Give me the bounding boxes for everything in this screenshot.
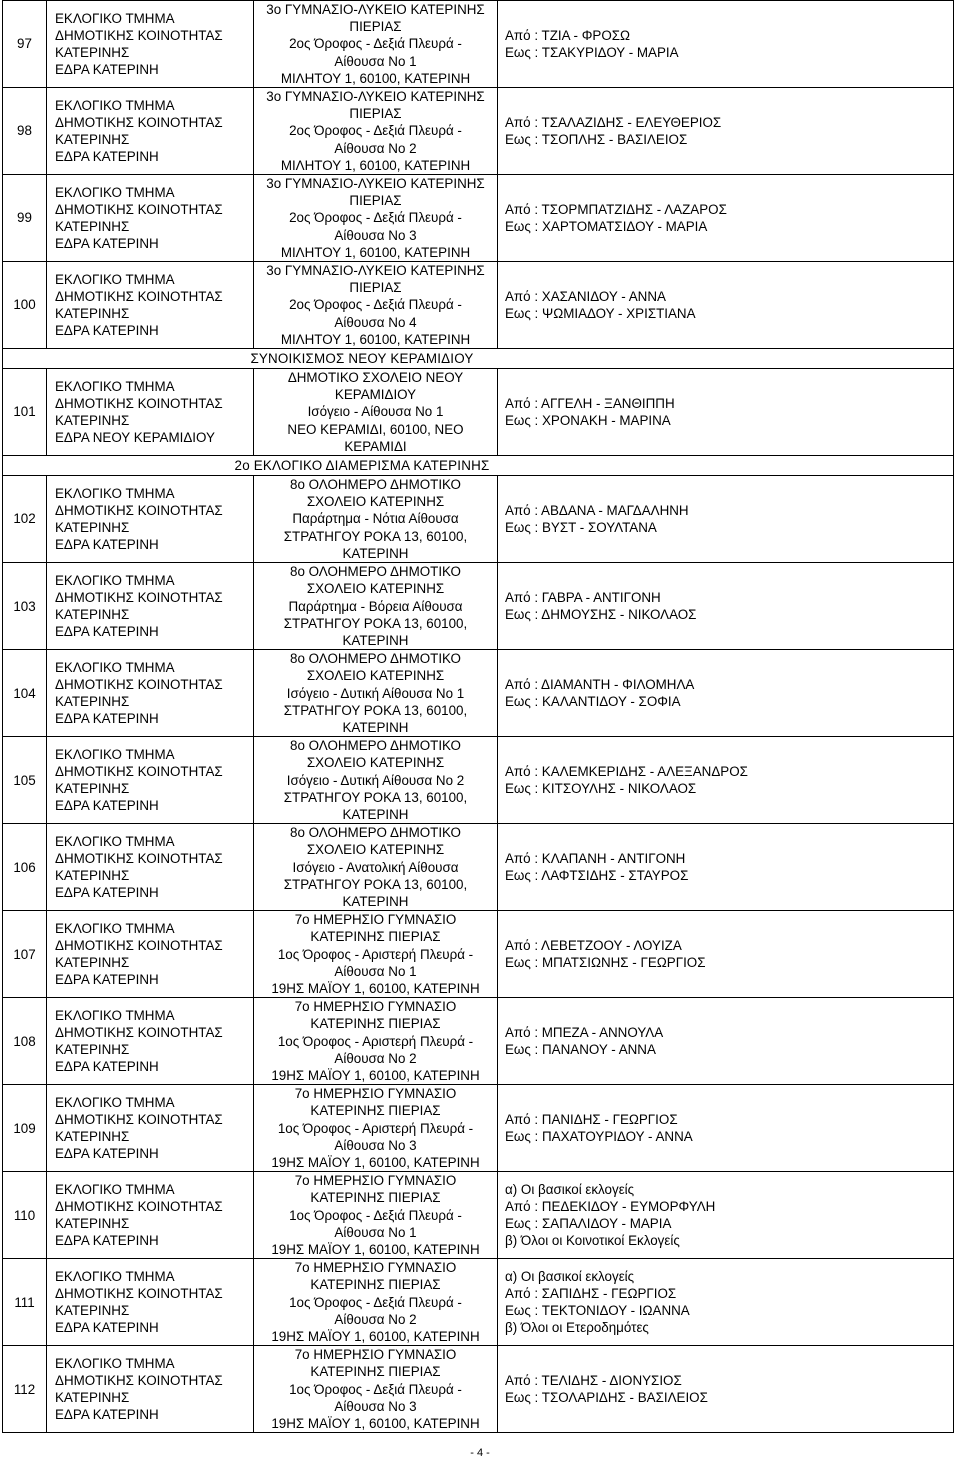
- location-line: 7ο ΗΜΕΡΗΣΙΟ ΓΥΜΝΑΣΙΟ: [294, 1173, 457, 1189]
- table-row: [3, 1259, 954, 1346]
- location-line: 2ος Όροφος - Δεξιά Πλευρά -: [289, 297, 462, 313]
- location-line: Αίθουσα Νο 2: [334, 1050, 417, 1066]
- section-line: ΕΚΛΟΓΙΚΟ ΤΜΗΜΑ: [55, 833, 175, 849]
- section-line: ΕΔΡΑ ΚΑΤΕΡΙΝΗ: [55, 1407, 159, 1423]
- range-line: Εως : ΧΑΡΤΟΜΑΤΣΙΔΟΥ - ΜΑΡΙΑ: [505, 219, 708, 235]
- range-line: Εως : ΚΙΤΣΟΥΛΗΣ - ΝΙΚΟΛΑΟΣ: [505, 781, 697, 797]
- range-line: Εως : ΤΣΟΠΛΗΣ - ΒΑΣΙΛΕΙΟΣ: [505, 132, 688, 148]
- range-line: Από : ΚΑΛΕΜΚΕΡΙΔΗΣ - ΑΛΕΞΑΝΔΡΟΣ: [505, 763, 748, 779]
- range-cell: [498, 175, 954, 262]
- range-cell: [498, 998, 954, 1085]
- range-line: Εως : ΤΣΟΛΑΡΙΔΗΣ - ΒΑΣΙΛΕΙΟΣ: [505, 1390, 708, 1406]
- station-number: 102: [3, 476, 47, 563]
- table-row: [3, 824, 954, 911]
- section-line: ΚΑΤΕΡΙΝΗΣ: [55, 413, 130, 429]
- section-cell: [47, 650, 254, 737]
- location-line: 1ος Όροφος - Αριστερή Πλευρά -: [277, 1033, 474, 1049]
- location-line: 2ος Όροφος - Δεξιά Πλευρά -: [289, 123, 462, 139]
- station-number: 104: [3, 650, 47, 737]
- range-line: Από : ΜΠΕΖΑ - ΑΝΝΟΥΛΑ: [505, 1024, 664, 1040]
- station-number: 100: [3, 262, 47, 349]
- range-line: Εως : ΧΡΟΝΑΚΗ - ΜΑΡΙΝΑ: [505, 413, 671, 429]
- location-line: Ισόγειο - Δυτική Αίθουσα Νο 2: [286, 772, 465, 788]
- location-line: ΚΑΤΕΡΙΝΗ: [342, 545, 409, 561]
- range-line: Εως : ΨΩΜΙΑΔΟΥ - ΧΡΙΣΤΙΑΝΑ: [505, 306, 696, 322]
- location-line: Ισόγειο - Δυτική Αίθουσα Νο 1: [286, 685, 465, 701]
- range-line: Από : ΤΣΑΛΑΖΙΔΗΣ - ΕΛΕΥΘΕΡΙΟΣ: [505, 114, 722, 130]
- section-line: ΕΔΡΑ ΚΑΤΕΡΙΝΗ: [55, 1146, 159, 1162]
- section-line: ΕΔΡΑ ΝΕΟΥ ΚΕΡΑΜΙΔΙΟΥ: [55, 430, 215, 446]
- section-line: ΕΔΡΑ ΚΑΤΕΡΙΝΗ: [55, 1233, 159, 1249]
- range-line: α) Οι βασικοί εκλογείς: [505, 1181, 635, 1197]
- location-line: Αίθουσα Νο 3: [334, 1137, 417, 1153]
- location-line: ΣΤΡΑΤΗΓΟΥ ΡΟΚΑ 13, 60100,: [283, 528, 468, 544]
- location-line: 7ο ΗΜΕΡΗΣΙΟ ΓΥΜΝΑΣΙΟ: [294, 912, 457, 928]
- station-number: 101: [3, 369, 47, 456]
- location-line: ΣΤΡΑΤΗΓΟΥ ΡΟΚΑ 13, 60100,: [283, 876, 468, 892]
- polling-stations-table: [2, 0, 954, 1433]
- range-line: Εως : ΠΑΧΑΤΟΥΡΙΔΟΥ - ΑΝΝΑ: [505, 1129, 693, 1145]
- section-line: ΕΚΛΟΓΙΚΟ ΤΜΗΜΑ: [55, 184, 175, 200]
- location-line: ΚΑΤΕΡΙΝΗΣ ΠΙΕΡΙΑΣ: [310, 1277, 441, 1293]
- section-line: ΚΑΤΕΡΙΝΗΣ: [55, 694, 130, 710]
- section-cell: [47, 476, 254, 563]
- location-line: ΜΙΛΗΤΟΥ 1, 60100, ΚΑΤΕΡΙΝΗ: [280, 244, 471, 260]
- section-line: ΕΚΛΟΓΙΚΟ ΤΜΗΜΑ: [55, 1007, 175, 1023]
- location-line: Αίθουσα Νο 1: [334, 53, 417, 69]
- section-line: ΚΑΤΕΡΙΝΗΣ: [55, 1129, 130, 1145]
- section-line: ΕΚΛΟΓΙΚΟ ΤΜΗΜΑ: [55, 1181, 175, 1197]
- location-cell: [254, 175, 498, 262]
- range-line: Από : ΠΑΝΙΔΗΣ - ΓΕΩΡΓΙΟΣ: [505, 1111, 678, 1127]
- section-line: ΔΗΜΟΤΙΚΗΣ ΚΟΙΝΟΤΗΤΑΣ: [55, 1111, 223, 1127]
- section-heading: [3, 456, 954, 476]
- section-line: ΕΚΛΟΓΙΚΟ ΤΜΗΜΑ: [55, 1094, 175, 1110]
- table-row: [3, 650, 954, 737]
- section-line: ΕΚΛΟΓΙΚΟ ΤΜΗΜΑ: [55, 1355, 175, 1371]
- section-line: ΕΚΛΟΓΙΚΟ ΤΜΗΜΑ: [55, 97, 175, 113]
- location-line: 7ο ΗΜΕΡΗΣΙΟ ΓΥΜΝΑΣΙΟ: [294, 1260, 457, 1276]
- range-cell: [498, 1259, 954, 1346]
- location-line: 1ος Όροφος - Αριστερή Πλευρά -: [277, 946, 474, 962]
- table-row: [3, 175, 954, 262]
- section-line: ΔΗΜΟΤΙΚΗΣ ΚΟΙΝΟΤΗΤΑΣ: [55, 676, 223, 692]
- table-row: [3, 1085, 954, 1172]
- section-line: ΔΗΜΟΤΙΚΗΣ ΚΟΙΝΟΤΗΤΑΣ: [55, 589, 223, 605]
- station-number: 106: [3, 824, 47, 911]
- station-number: 110: [3, 1172, 47, 1259]
- section-cell: [47, 369, 254, 456]
- section-cell: [47, 563, 254, 650]
- section-line: ΕΚΛΟΓΙΚΟ ΤΜΗΜΑ: [55, 10, 175, 26]
- table-row: [3, 476, 954, 563]
- table-row: [3, 563, 954, 650]
- station-number: 103: [3, 563, 47, 650]
- location-line: ΣΤΡΑΤΗΓΟΥ ΡΟΚΑ 13, 60100,: [283, 702, 468, 718]
- location-line: 19ΗΣ ΜΑΪΟΥ 1, 60100, ΚΑΤΕΡΙΝΗ: [271, 1416, 480, 1432]
- range-cell: [498, 1172, 954, 1259]
- range-cell: [498, 369, 954, 456]
- location-line: ΚΑΤΕΡΙΝΗ: [342, 806, 409, 822]
- location-line: 3ο ΓΥΜΝΑΣΙΟ-ΛΥΚΕΙΟ ΚΑΤΕΡΙΝΗΣ: [266, 89, 485, 105]
- location-line: Αίθουσα Νο 2: [334, 1311, 417, 1327]
- range-line: Εως : ΜΠΑΤΣΙΩΝΗΣ - ΓΕΩΡΓΙΟΣ: [505, 955, 706, 971]
- location-line: Αίθουσα Νο 2: [334, 140, 417, 156]
- section-line: ΚΑΤΕΡΙΝΗΣ: [55, 520, 130, 536]
- section-line: ΚΑΤΕΡΙΝΗΣ: [55, 45, 130, 60]
- section-heading-text: 2ο ΕΚΛΟΓΙΚΟ ΔΙΑΜΕΡΙΣΜΑ ΚΑΤΕΡΙΝΗΣ: [234, 457, 490, 473]
- location-line: 8ο ΟΛΟΗΜΕΡΟ ΔΗΜΟΤΙΚΟ: [290, 651, 461, 667]
- section-line: ΔΗΜΟΤΙΚΗΣ ΚΟΙΝΟΤΗΤΑΣ: [55, 27, 223, 43]
- range-line: Από : ΠΕΔΕΚΙΔΟΥ - ΕΥΜΟΡΦΥΛΗ: [505, 1199, 716, 1214]
- range-cell: [498, 911, 954, 998]
- section-cell: [47, 824, 254, 911]
- location-line: ΜΙΛΗΤΟΥ 1, 60100, ΚΑΤΕΡΙΝΗ: [280, 157, 471, 173]
- section-line: ΕΔΡΑ ΚΑΤΕΡΙΝΗ: [55, 323, 159, 339]
- section-heading-row: [3, 456, 954, 476]
- section-line: ΕΚΛΟΓΙΚΟ ΤΜΗΜΑ: [55, 378, 175, 394]
- station-number: 111: [3, 1259, 47, 1346]
- section-line: ΚΑΤΕΡΙΝΗΣ: [55, 781, 130, 797]
- section-line: ΕΚΛΟΓΙΚΟ ΤΜΗΜΑ: [55, 485, 175, 501]
- range-line: Από : ΤΕΛΙΔΗΣ - ΔΙΟΝΥΣΙΟΣ: [505, 1373, 682, 1389]
- range-line: Εως : ΤΕΚΤΟΝΙΔΟΥ - ΙΩΑΝΝΑ: [505, 1303, 690, 1319]
- location-line: Αίθουσα Νο 3: [334, 227, 417, 243]
- location-cell: [254, 998, 498, 1085]
- location-line: Ισόγειο - Αίθουσα Νο 1: [307, 404, 444, 420]
- location-line: ΚΑΤΕΡΙΝΗ: [342, 893, 409, 909]
- section-line: ΕΔΡΑ ΚΑΤΕΡΙΝΗ: [55, 1059, 159, 1075]
- station-number: 98: [3, 88, 47, 175]
- location-line: 8ο ΟΛΟΗΜΕΡΟ ΔΗΜΟΤΙΚΟ: [290, 477, 461, 493]
- section-line: ΚΑΤΕΡΙΝΗΣ: [55, 868, 130, 884]
- section-line: ΚΑΤΕΡΙΝΗΣ: [55, 1303, 130, 1319]
- location-cell: [254, 88, 498, 175]
- section-cell: [47, 1, 254, 88]
- table-row: [3, 911, 954, 998]
- range-cell: [498, 1, 954, 88]
- location-cell: [254, 1, 498, 88]
- table-row: [3, 998, 954, 1085]
- range-cell: [498, 88, 954, 175]
- station-number: 99: [3, 175, 47, 262]
- section-line: ΕΚΛΟΓΙΚΟ ΤΜΗΜΑ: [55, 659, 175, 675]
- location-line: ΣΧΟΛΕΙΟ ΚΑΤΕΡΙΝΗΣ: [306, 842, 445, 858]
- range-line: Από : ΣΑΠΙΔΗΣ - ΓΕΩΡΓΙΟΣ: [505, 1286, 677, 1302]
- range-line: Εως : ΤΣΑΚΥΡΙΔΟΥ - ΜΑΡΙΑ: [505, 45, 679, 60]
- station-number: 109: [3, 1085, 47, 1172]
- station-number: 97: [3, 1, 47, 88]
- table-row: [3, 1172, 954, 1259]
- table-row: [3, 262, 954, 349]
- location-line: ΣΤΡΑΤΗΓΟΥ ΡΟΚΑ 13, 60100,: [283, 615, 468, 631]
- location-line: 2ος Όροφος - Δεξιά Πλευρά -: [289, 210, 462, 226]
- location-cell: [254, 650, 498, 737]
- location-line: ΣΤΡΑΤΗΓΟΥ ΡΟΚΑ 13, 60100,: [283, 789, 468, 805]
- location-line: 7ο ΗΜΕΡΗΣΙΟ ΓΥΜΝΑΣΙΟ: [294, 999, 457, 1015]
- section-line: ΕΔΡΑ ΚΑΤΕΡΙΝΗ: [55, 972, 159, 988]
- range-line: Από : ΧΑΣΑΝΙΔΟΥ - ΑΝΝΑ: [505, 288, 666, 304]
- location-line: 3ο ΓΥΜΝΑΣΙΟ-ΛΥΚΕΙΟ ΚΑΤΕΡΙΝΗΣ: [266, 2, 485, 17]
- location-line: 1ος Όροφος - Δεξιά Πλευρά -: [289, 1381, 462, 1397]
- section-heading-row: [3, 349, 954, 369]
- station-number: 107: [3, 911, 47, 998]
- section-line: ΕΚΛΟΓΙΚΟ ΤΜΗΜΑ: [55, 746, 175, 762]
- section-cell: [47, 1172, 254, 1259]
- section-line: ΕΚΛΟΓΙΚΟ ΤΜΗΜΑ: [55, 271, 175, 287]
- section-line: ΔΗΜΟΤΙΚΗΣ ΚΟΙΝΟΤΗΤΑΣ: [55, 1286, 223, 1302]
- range-line: Εως : ΒΥΣΤ - ΣΟΥΛΤΑΝΑ: [505, 520, 657, 536]
- section-line: ΚΑΤΕΡΙΝΗΣ: [55, 1042, 130, 1058]
- location-line: ΣΧΟΛΕΙΟ ΚΑΤΕΡΙΝΗΣ: [306, 494, 445, 510]
- location-line: ΠΙΕΡΙΑΣ: [349, 19, 402, 35]
- location-line: 1ος Όροφος - Δεξιά Πλευρά -: [289, 1294, 462, 1310]
- range-line: Εως : ΛΑΦΤΣΙΔΗΣ - ΣΤΑΥΡΟΣ: [505, 868, 689, 884]
- location-line: 2ος Όροφος - Δεξιά Πλευρά -: [289, 36, 462, 52]
- section-cell: [47, 998, 254, 1085]
- location-line: 19ΗΣ ΜΑΪΟΥ 1, 60100, ΚΑΤΕΡΙΝΗ: [271, 1067, 480, 1083]
- section-line: ΚΑΤΕΡΙΝΗΣ: [55, 1390, 130, 1406]
- location-line: ΜΙΛΗΤΟΥ 1, 60100, ΚΑΤΕΡΙΝΗ: [280, 331, 471, 347]
- range-line: α) Οι βασικοί εκλογείς: [505, 1268, 635, 1284]
- location-cell: [254, 824, 498, 911]
- section-line: ΔΗΜΟΤΙΚΗΣ ΚΟΙΝΟΤΗΤΑΣ: [55, 502, 223, 518]
- location-line: ΚΑΤΕΡΙΝΗΣ ΠΙΕΡΙΑΣ: [310, 1016, 441, 1032]
- range-line: β) Όλοι οι Ετεροδημότες: [505, 1320, 649, 1336]
- section-cell: [47, 175, 254, 262]
- section-line: ΕΔΡΑ ΚΑΤΕΡΙΝΗ: [55, 711, 159, 727]
- section-line: ΕΔΡΑ ΚΑΤΕΡΙΝΗ: [55, 149, 159, 165]
- section-line: ΚΑΤΕΡΙΝΗΣ: [55, 306, 130, 322]
- location-line: ΚΕΡΑΜΙΔΙ: [344, 438, 407, 454]
- range-line: Από : ΑΒΔΑΝΑ - ΜΑΓΔΑΛΗΝΗ: [505, 502, 689, 518]
- section-line: ΔΗΜΟΤΙΚΗΣ ΚΟΙΝΟΤΗΤΑΣ: [55, 1024, 223, 1040]
- section-line: ΚΑΤΕΡΙΝΗΣ: [55, 607, 130, 623]
- location-line: Αίθουσα Νο 1: [334, 1224, 417, 1240]
- range-line: Από : ΚΛΑΠΑΝΗ - ΑΝΤΙΓΟΝΗ: [505, 850, 686, 866]
- section-line: ΔΗΜΟΤΙΚΗΣ ΚΟΙΝΟΤΗΤΑΣ: [55, 1199, 223, 1214]
- table-body: [3, 1, 954, 1433]
- location-cell: [254, 911, 498, 998]
- section-line: ΔΗΜΟΤΙΚΗΣ ΚΟΙΝΟΤΗΤΑΣ: [55, 395, 223, 411]
- location-line: Αίθουσα Νο 1: [334, 963, 417, 979]
- range-line: β) Όλοι οι Κοινοτικοί Εκλογείς: [505, 1233, 680, 1249]
- location-line: 8ο ΟΛΟΗΜΕΡΟ ΔΗΜΟΤΙΚΟ: [290, 564, 461, 580]
- section-line: ΔΗΜΟΤΙΚΗΣ ΚΟΙΝΟΤΗΤΑΣ: [55, 288, 223, 304]
- location-line: Παράρτημα - Βόρεια Αίθουσα: [288, 598, 463, 614]
- location-line: 8ο ΟΛΟΗΜΕΡΟ ΔΗΜΟΤΙΚΟ: [290, 738, 461, 754]
- section-heading: [3, 349, 954, 369]
- location-line: 19ΗΣ ΜΑΪΟΥ 1, 60100, ΚΑΤΕΡΙΝΗ: [271, 980, 480, 996]
- table-row: [3, 88, 954, 175]
- location-line: Αίθουσα Νο 3: [334, 1398, 417, 1414]
- location-line: 1ος Όροφος - Δεξιά Πλευρά -: [289, 1207, 462, 1223]
- table-row: [3, 1, 954, 88]
- section-cell: [47, 1259, 254, 1346]
- range-line: Από : ΑΓΓΕΛΗ - ΞΑΝΘΙΠΠΗ: [505, 395, 675, 411]
- section-line: ΔΗΜΟΤΙΚΗΣ ΚΟΙΝΟΤΗΤΑΣ: [55, 850, 223, 866]
- station-number: 105: [3, 737, 47, 824]
- range-line: Από : ΓΑΒΡΑ - ΑΝΤΙΓΟΝΗ: [505, 589, 661, 605]
- location-line: ΚΑΤΕΡΙΝΗΣ ΠΙΕΡΙΑΣ: [310, 929, 441, 945]
- location-line: ΣΧΟΛΕΙΟ ΚΑΤΕΡΙΝΗΣ: [306, 668, 445, 684]
- location-cell: [254, 1172, 498, 1259]
- table-row: [3, 369, 954, 456]
- section-line: ΕΔΡΑ ΚΑΤΕΡΙΝΗ: [55, 537, 159, 553]
- location-line: Παράρτημα - Νότια Αίθουσα: [292, 511, 459, 527]
- section-line: ΕΚΛΟΓΙΚΟ ΤΜΗΜΑ: [55, 920, 175, 936]
- range-cell: [498, 476, 954, 563]
- section-line: ΕΔΡΑ ΚΑΤΕΡΙΝΗ: [55, 236, 159, 252]
- range-line: Εως : ΚΑΛΑΝΤΙΔΟΥ - ΣΟΦΙΑ: [505, 694, 681, 710]
- station-number: 108: [3, 998, 47, 1085]
- range-cell: [498, 650, 954, 737]
- section-heading-text: ΣΥΝΟΙΚΙΣΜΟΣ ΝΕΟΥ ΚΕΡΑΜΙΔΙΟΥ: [250, 350, 474, 366]
- location-line: 7ο ΗΜΕΡΗΣΙΟ ΓΥΜΝΑΣΙΟ: [294, 1347, 457, 1363]
- location-cell: [254, 476, 498, 563]
- range-line: Από : ΛΕΒΕΤΖΟΟΥ - ΛΟΥΙΖΑ: [505, 937, 682, 953]
- section-line: ΔΗΜΟΤΙΚΗΣ ΚΟΙΝΟΤΗΤΑΣ: [55, 1373, 223, 1389]
- section-line: ΚΑΤΕΡΙΝΗΣ: [55, 1216, 130, 1232]
- location-line: 1ος Όροφος - Αριστερή Πλευρά -: [277, 1120, 474, 1136]
- section-line: ΔΗΜΟΤΙΚΗΣ ΚΟΙΝΟΤΗΤΑΣ: [55, 114, 223, 130]
- location-line: ΚΑΤΕΡΙΝΗΣ ΠΙΕΡΙΑΣ: [310, 1190, 441, 1206]
- range-line: Εως : ΣΑΠΑΛΙΔΟΥ - ΜΑΡΙΑ: [505, 1216, 672, 1232]
- section-line: ΔΗΜΟΤΙΚΗΣ ΚΟΙΝΟΤΗΤΑΣ: [55, 763, 223, 779]
- range-cell: [498, 262, 954, 349]
- section-line: ΕΔΡΑ ΚΑΤΕΡΙΝΗ: [55, 1320, 159, 1336]
- location-cell: [254, 563, 498, 650]
- location-cell: [254, 1085, 498, 1172]
- location-line: 19ΗΣ ΜΑΪΟΥ 1, 60100, ΚΑΤΕΡΙΝΗ: [271, 1155, 480, 1170]
- section-line: ΕΔΡΑ ΚΑΤΕΡΙΝΗ: [55, 798, 159, 814]
- location-line: Αίθουσα Νο 4: [334, 314, 417, 330]
- section-line: ΕΔΡΑ ΚΑΤΕΡΙΝΗ: [55, 624, 159, 640]
- page-number: - 4 -: [470, 1447, 490, 1459]
- range-line: Από : ΤΣΟΡΜΠΑΤΖΙΔΗΣ - ΛΑΖΑΡΟΣ: [505, 201, 727, 217]
- range-line: Εως : ΠΑΝΑΝΟΥ - ΑΝΝΑ: [505, 1042, 656, 1058]
- location-cell: [254, 262, 498, 349]
- location-cell: [254, 737, 498, 824]
- location-line: 7ο ΗΜΕΡΗΣΙΟ ΓΥΜΝΑΣΙΟ: [294, 1086, 457, 1102]
- location-line: 3ο ΓΥΜΝΑΣΙΟ-ΛΥΚΕΙΟ ΚΑΤΕΡΙΝΗΣ: [266, 263, 485, 279]
- location-line: ΠΙΕΡΙΑΣ: [349, 280, 402, 296]
- section-cell: [47, 88, 254, 175]
- location-line: ΚΑΤΕΡΙΝΗΣ ΠΙΕΡΙΑΣ: [310, 1364, 441, 1380]
- location-line: ΣΧΟΛΕΙΟ ΚΑΤΕΡΙΝΗΣ: [306, 581, 445, 597]
- section-line: ΕΔΡΑ ΚΑΤΕΡΙΝΗ: [55, 62, 159, 78]
- location-line: 19ΗΣ ΜΑΪΟΥ 1, 60100, ΚΑΤΕΡΙΝΗ: [271, 1329, 480, 1345]
- location-line: ΚΑΤΕΡΙΝΗΣ ΠΙΕΡΙΑΣ: [310, 1103, 441, 1119]
- location-line: ΣΧΟΛΕΙΟ ΚΑΤΕΡΙΝΗΣ: [306, 755, 445, 771]
- table-row: [3, 737, 954, 824]
- section-line: ΕΚΛΟΓΙΚΟ ΤΜΗΜΑ: [55, 1268, 175, 1284]
- location-line: ΚΑΤΕΡΙΝΗ: [342, 632, 409, 648]
- section-line: ΕΔΡΑ ΚΑΤΕΡΙΝΗ: [55, 885, 159, 901]
- range-line: Εως : ΔΗΜΟΥΣΗΣ - ΝΙΚΟΛΑΟΣ: [505, 607, 697, 623]
- location-line: ΝΕΟ ΚΕΡΑΜΙΔΙ, 60100, ΝΕΟ: [287, 421, 464, 437]
- range-cell: [498, 563, 954, 650]
- section-cell: [47, 1085, 254, 1172]
- table-row: [3, 1346, 954, 1433]
- location-line: ΠΙΕΡΙΑΣ: [349, 106, 402, 122]
- range-line: Από : ΔΙΑΜΑΝΤΗ - ΦΙΛΟΜΗΛΑ: [505, 676, 695, 692]
- section-line: ΔΗΜΟΤΙΚΗΣ ΚΟΙΝΟΤΗΤΑΣ: [55, 201, 223, 217]
- location-line: 8ο ΟΛΟΗΜΕΡΟ ΔΗΜΟΤΙΚΟ: [290, 825, 461, 841]
- section-line: ΚΑΤΕΡΙΝΗΣ: [55, 219, 130, 235]
- section-cell: [47, 1346, 254, 1433]
- section-cell: [47, 737, 254, 824]
- range-cell: [498, 1085, 954, 1172]
- section-cell: [47, 262, 254, 349]
- section-line: ΚΑΤΕΡΙΝΗΣ: [55, 955, 130, 971]
- location-line: 19ΗΣ ΜΑΪΟΥ 1, 60100, ΚΑΤΕΡΙΝΗ: [271, 1242, 480, 1258]
- location-cell: [254, 1259, 498, 1346]
- range-cell: [498, 824, 954, 911]
- location-cell: [254, 369, 498, 456]
- location-line: ΠΙΕΡΙΑΣ: [349, 193, 402, 209]
- range-cell: [498, 1346, 954, 1433]
- section-line: ΕΚΛΟΓΙΚΟ ΤΜΗΜΑ: [55, 572, 175, 588]
- location-line: ΔΗΜΟΤΙΚΟ ΣΧΟΛΕΙΟ ΝΕΟΥ: [287, 370, 464, 386]
- section-line: ΚΑΤΕΡΙΝΗΣ: [55, 132, 130, 148]
- location-line: Ισόγειο - Ανατολική Αίθουσα: [292, 859, 459, 875]
- section-line: ΔΗΜΟΤΙΚΗΣ ΚΟΙΝΟΤΗΤΑΣ: [55, 937, 223, 953]
- range-line: Από : ΤΖΙΑ - ΦΡΟΣΩ: [505, 27, 631, 43]
- section-cell: [47, 911, 254, 998]
- location-line: 3ο ΓΥΜΝΑΣΙΟ-ΛΥΚΕΙΟ ΚΑΤΕΡΙΝΗΣ: [266, 176, 485, 192]
- location-line: ΜΙΛΗΤΟΥ 1, 60100, ΚΑΤΕΡΙΝΗ: [280, 70, 471, 86]
- station-number: 112: [3, 1346, 47, 1433]
- location-line: ΚΕΡΑΜΙΔΙΟΥ: [334, 387, 417, 403]
- location-line: ΚΑΤΕΡΙΝΗ: [342, 719, 409, 735]
- location-cell: [254, 1346, 498, 1433]
- range-cell: [498, 737, 954, 824]
